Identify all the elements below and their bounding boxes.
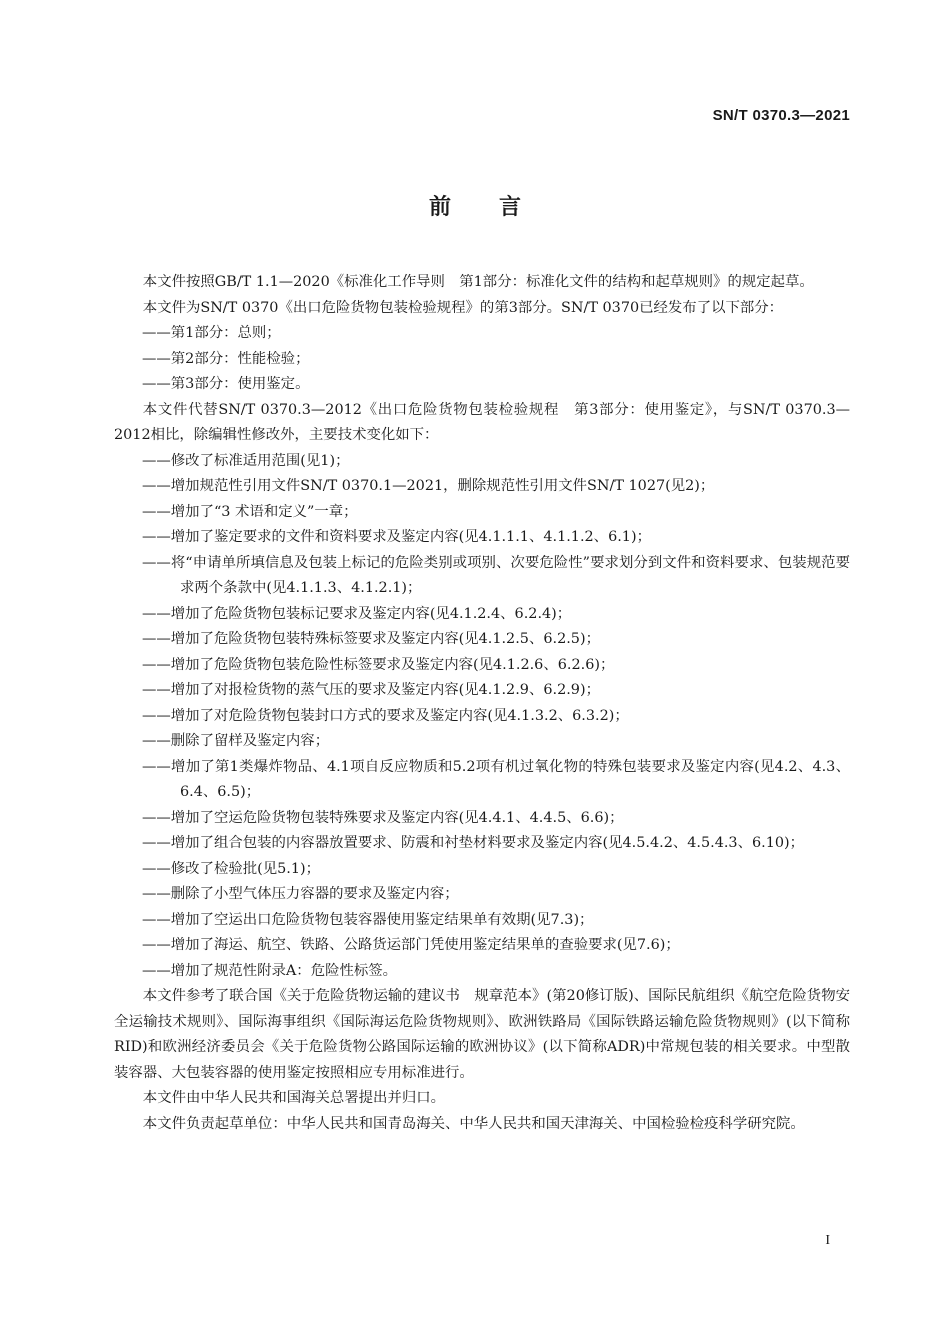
- title-char-1: 前: [428, 195, 451, 220]
- list-item-change: ——增加了危险货物包装标记要求及鉴定内容(见4.1.2.4、6.2.4)；: [142, 605, 572, 622]
- paragraph-drafting-rules: 本文件按照GB/T 1.1—2020《标准化工作导则 第1部分：标准化文件的结构和起草规则》的规定起草。: [142, 274, 814, 290]
- list-item-change: ——增加了危险货物包装特殊标签要求及鉴定内容(见4.1.2.5、6.2.5)；: [142, 631, 600, 647]
- paragraph-part-intro: 本文件为SN/T 0370《出口危险货物包装检验规程》的第3部分。SN/T 0370已经发布了以下部分：: [142, 299, 784, 316]
- list-item-change: ——增加了危险货物包装危险性标签要求及鉴定内容(见4.1.2.6、6.2.6)；: [142, 656, 615, 673]
- list-item-change: ——增加了对危险货物包装封口方式的要求及鉴定内容(见4.1.3.2、6.3.2)；: [142, 707, 629, 724]
- list-item-change: ——增加了空运危险货物包装特殊要求及鉴定内容(见4.4.1、4.4.5、6.6)；: [142, 809, 624, 826]
- list-item-change: ——增加了空运出口危险货物包装容器使用鉴定结果单有效期(见7.3)；: [142, 911, 594, 928]
- paragraph-proposer: 本文件由中华人民共和国海关总署提出并归口。: [142, 1090, 446, 1106]
- paragraph-drafting-units: 本文件负责起草单位：中华人民共和国青岛海关、中华人民共和国天津海关、中国检验检疫科学研究院。: [142, 1115, 805, 1132]
- page-number: I: [825, 1233, 830, 1248]
- list-item-change: ——增加了组合包装的内容器放置要求、防震和衬垫材料要求及鉴定内容(见4.5.4.2、4.5.4.3、6.10)；: [142, 835, 805, 851]
- list-item-change: ——删除了留样及鉴定内容；: [142, 733, 330, 749]
- list-item-change: ——增加规范性引用文件SN/T 0370.1—2021，删除规范性引用文件SN/T 1027(见2)；: [142, 478, 715, 494]
- list-item-change: ——修改了标准适用范围(见1)；: [142, 452, 350, 469]
- list-item-change: ——增加了“3 术语和定义”一章；: [142, 503, 358, 520]
- list-item-change: ——增加了规范性附录A：危险性标签。: [142, 962, 398, 979]
- list-item-part-3: ——第3部分：使用鉴定。: [142, 376, 310, 392]
- list-item-change: ——将“申请单所填信息及包装上标记的危险类别或项别、次要危险性”要求划分到文件和资料要求、包装规范要求两个条款中(见4.1.1.3、4.1.2.1)；: [142, 554, 850, 596]
- list-item-part-1: ——第1部分：总则；: [142, 325, 281, 341]
- document-body: [114, 270, 850, 1137]
- list-item-change: ——修改了检验批(见5.1)；: [142, 860, 321, 877]
- list-item-part-2: ——第2部分：性能检验；: [142, 350, 310, 367]
- list-item-change: ——删除了小型气体压力容器的要求及鉴定内容；: [142, 886, 459, 902]
- page-title: [0, 190, 950, 221]
- standard-number: SN/T 0370.3—2021: [712, 107, 850, 124]
- title-char-2: 言: [499, 195, 522, 220]
- list-item-change: ——增加了鉴定要求的文件和资料要求及鉴定内容(见4.1.1.1、4.1.1.2、6.1)；: [142, 529, 651, 545]
- list-item-change: ——增加了海运、航空、铁路、公路货运部门凭使用鉴定结果单的查验要求(见7.6)；: [142, 937, 680, 953]
- paragraph-replacement: 本文件代替SN/T 0370.3—2012《出口危险货物包装检验规程 第3部分：使用鉴定》，与SN/T 0370.3—2012相比，除编辑性修改外，主要技术变化如下：: [114, 401, 850, 443]
- paragraph-references: 本文件参考了联合国《关于危险货物运输的建议书 规章范本》(第20修订版)、国际民航组织《航空危险货物安全运输技术规则》、国际海事组织《国际海运危险货物规则》、欧洲铁路局《国际铁路运输危险货物规则》(以下简称RID)和欧洲经济委员会《关于危险货物公路国际运输的欧洲协议》(以下简称ADR)中常规包装的相关要求。中型散装容器、大包装容器的使用鉴定按照相应专用标准进行。: [114, 988, 850, 1081]
- list-item-change: ——增加了第1类爆炸物品、4.1项自反应物质和5.2项有机过氧化物的特殊包装要求及鉴定内容(见4.2、4.3、6.4、6.5)；: [142, 758, 850, 800]
- list-item-change: ——增加了对报检货物的蒸气压的要求及鉴定内容(见4.1.2.9、6.2.9)；: [142, 682, 600, 698]
